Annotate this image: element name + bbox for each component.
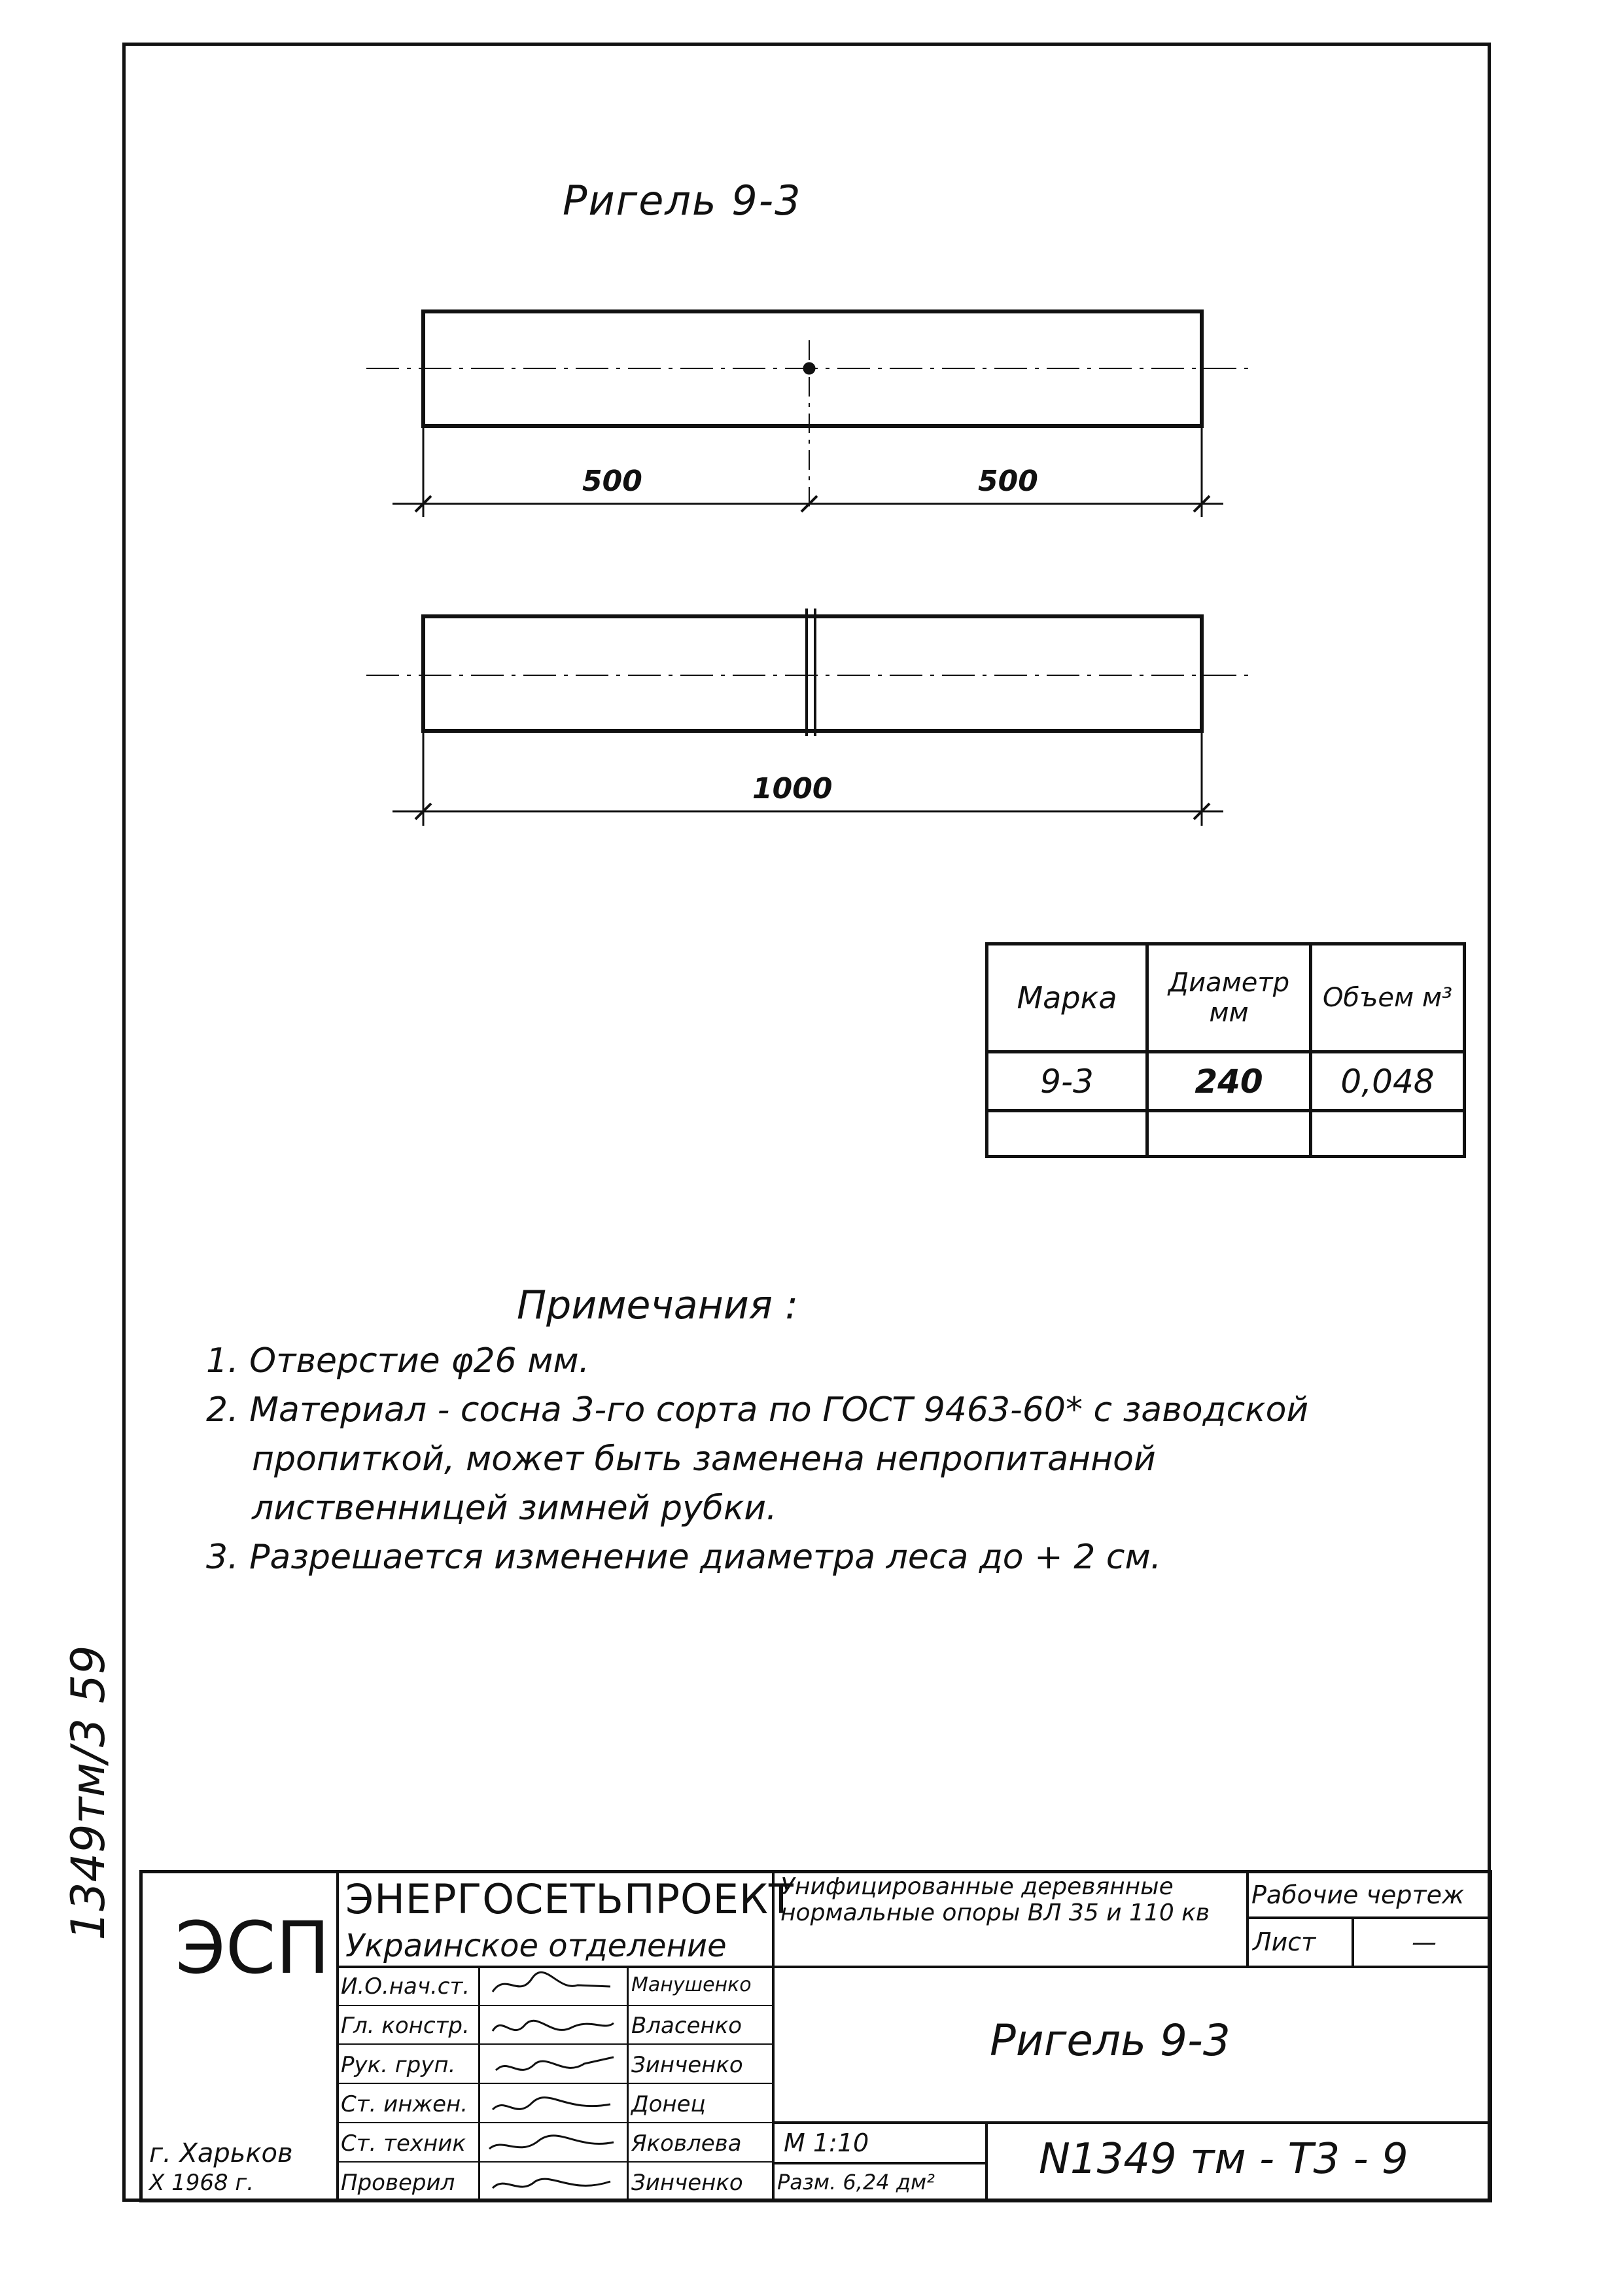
table-header: Марка [987,944,1147,1052]
spec-table [985,942,1466,1158]
note-item: 1. Отверстие φ26 мм. [206,1341,590,1381]
note-item: 3. Разрешается изменение диаметра леса до + 2 см. [206,1538,1162,1577]
org-name: ЭНЕРГОСЕТЬПРОЕКТ [345,1875,794,1923]
table-header: Диаметр мм [1147,944,1311,1052]
staff-role: Ст. инжен. [341,2091,468,2117]
drawing-name: Ригель 9-3 [990,2015,1230,2066]
staff-name: Зинченко [631,2052,743,2078]
staff-role: Проверил [341,2170,455,2196]
staff-name: Манушенко [631,1973,752,1996]
staff-name: Яковлева [631,2130,742,2157]
document-number: N1349 тм - Т3 - 9 [1039,2135,1408,2183]
sheet-size: Разм. 6,24 дм² [777,2170,935,2195]
table-header: Объем м³ [1311,944,1465,1052]
sheet-label: Лист [1253,1928,1316,1956]
note-item: 2. Материал - сосна 3-го сорта по ГОСТ 9463-60* с заводской [206,1390,1309,1430]
note-item: пропиткой, может быть заменена непропитанной [252,1439,1156,1479]
table-row: 9-3 240 0,048 [987,1052,1465,1111]
org-dept: Украинское отделение [345,1928,727,1964]
date: Х 1968 г. [149,2170,254,2196]
staff-role: Гл. констр. [341,2013,470,2039]
staff-name: Донец [631,2091,706,2117]
dimension-label-total: 1000 [752,772,833,805]
drawing-title: Ригель 9-3 [563,177,802,224]
staff-name: Зинченко [631,2170,743,2196]
table-row [987,1111,1465,1157]
project-title: Унифицированные деревянные нормальные опоры ВЛ 35 и 110 кв [780,1873,1210,1926]
beam-side-view [423,616,1202,731]
city: г. Харьков [149,2138,293,2168]
note-item: лиственницей зимней рубки. [252,1489,777,1528]
staff-name: Власенко [631,2013,742,2039]
title-block [139,1870,1492,2202]
sheet-value: — [1412,1928,1437,1956]
notes-heading: Примечания : [517,1282,799,1328]
stage-label: Рабочие чертеж [1251,1881,1465,1909]
scale: М 1:10 [784,2128,869,2157]
signatures [480,1966,627,2202]
staff-role: И.О.нач.ст. [341,1973,470,2000]
dimension-label-right: 500 [978,465,1038,498]
staff-role: Ст. техник [341,2130,466,2157]
staff-role: Рук. груп. [341,2052,456,2078]
logo: ЭСП [175,1906,330,1990]
dimension-label-left: 500 [582,465,642,498]
margin-stamp: 1349тм/3 59 [61,1645,115,1941]
